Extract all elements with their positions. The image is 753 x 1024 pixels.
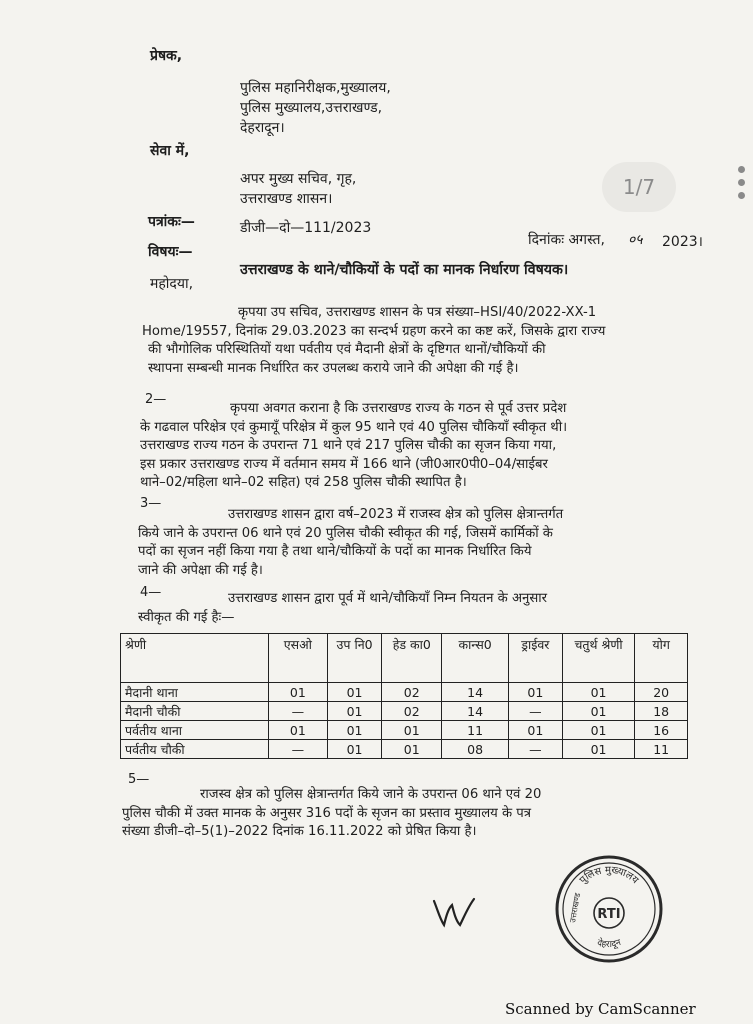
recipient-line-1: अपर मुख्य सचिव, गृह,: [240, 171, 357, 187]
table-cell: 01: [327, 683, 381, 702]
page-indicator[interactable]: 1/7: [602, 162, 676, 212]
para4-number: 4—: [140, 585, 162, 600]
para3-number: 3—: [140, 496, 162, 511]
para3-line-2: किये जाने के उपरान्त 06 थाने एवं 20 पुलिस चौकी स्वीकृत की गई, जिसमें कार्मिकों के: [138, 525, 553, 541]
para3-line-1: उत्तराखण्ड शासन द्वारा वर्ष–2023 में राजस्व क्षेत्र को पुलिस क्षेत्रान्तर्गत: [228, 507, 564, 522]
table-cell: —: [508, 740, 562, 759]
table-cell: पर्वतीय थाना: [121, 721, 269, 740]
table-cell: पर्वतीय चौकी: [121, 740, 269, 759]
date-label: दिनांकः अगस्त,: [528, 232, 605, 248]
sender-label: प्रेषक,: [150, 48, 183, 64]
para1-line-2: Home/19557, दिनांक 29.03.2023 का सन्दर्भ ग्रहण करने का कष्ट करें, जिसके द्वारा राज्य: [142, 323, 606, 339]
ref-label: पत्रांकः—: [148, 214, 195, 230]
table-cell: 01: [508, 721, 562, 740]
table-header-cell: एसओ: [268, 634, 327, 683]
table-cell: 16: [635, 721, 688, 740]
table-cell: —: [508, 702, 562, 721]
para1-line-3: की भौगोलिक परिस्थितियों यथा पर्वतीय एवं मैदानी क्षेत्रों के दृष्टिगत थानों/चौकियों की: [148, 342, 546, 358]
table-cell: 01: [327, 702, 381, 721]
table-cell: 11: [442, 721, 509, 740]
date-year: 2023।: [662, 234, 703, 250]
table-header-cell: श्रेणी: [121, 634, 269, 683]
sender-line-3: देहरादून।: [240, 120, 285, 136]
signature-mark: [430, 895, 490, 931]
seal-bottom-text: देहरादून: [595, 937, 623, 951]
sender-line-2: पुलिस मुख्यालय,उत्तराखण्ड,: [240, 100, 383, 116]
para3-line-4: जाने की अपेक्षा की गई है।: [138, 562, 263, 578]
table-cell: —: [268, 740, 327, 759]
table-cell: 01: [327, 721, 381, 740]
table-cell: 01: [562, 702, 635, 721]
table-header-cell: चतुर्थ श्रेणी: [562, 634, 635, 683]
staffing-table: [120, 633, 688, 759]
table-cell: मैदानी थाना: [121, 683, 269, 702]
table-cell: 01: [382, 740, 442, 759]
svg-text:देहरादून: [596, 936, 624, 950]
table-header-cell: हेड का0: [382, 634, 442, 683]
para1-line-4: स्थापना सम्बन्धी मानक निर्धारित कर उपलब्ध कराये जाने की अपेक्षा की गई है।: [148, 360, 519, 376]
table-header-cell: कान्स0: [442, 634, 509, 683]
recipient-line-2: उत्तराखण्ड शासन।: [240, 191, 333, 207]
table-cell: —: [268, 702, 327, 721]
paragraph-3: [138, 506, 696, 580]
table-row: [121, 683, 688, 702]
para2-line-4: इस प्रकार उत्तराखण्ड राज्य में वर्तमान समय में 166 थाने (जी0आर0पी0–04/साईबर: [140, 456, 548, 472]
rti-seal-stamp: [553, 853, 665, 965]
table-header-row: [121, 634, 688, 683]
sender-line-1: पुलिस महानिरीक्षक,मुख्यालय,: [240, 80, 391, 96]
para4-line-1: उत्तराखण्ड शासन द्वारा पूर्व में थाने/चौकियाँ निम्न नियतन के अनुसार: [228, 591, 548, 606]
table-cell: 08: [442, 740, 509, 759]
table-cell: 01: [327, 740, 381, 759]
para5-number: 5—: [128, 772, 150, 787]
para1-line-1: कृपया उप सचिव, उत्तराखण्ड शासन के पत्र संख्या–HSI/40/2022-XX-1: [238, 305, 597, 320]
para4-line-2: स्वीकृत की गई हैः—: [138, 609, 235, 625]
table-header-cell: योग: [635, 634, 688, 683]
table-header-cell: ड्राईवर: [508, 634, 562, 683]
table-cell: 01: [562, 721, 635, 740]
para2-line-3: उत्तराखण्ड राज्य गठन के उपरान्त 71 थाने एवं 217 पुलिस चौकी का सृजन किया गया,: [140, 438, 557, 454]
paragraph-2: [140, 400, 696, 493]
recipient-label: सेवा में,: [150, 143, 190, 159]
seal-center-text: RTI: [597, 907, 621, 922]
table-cell: 02: [382, 702, 442, 721]
para5-line-3: संख्या डीजी–दो–5(1)–2022 दिनांक 16.11.2022 को प्रेषित किया है।: [122, 824, 477, 840]
para3-line-3: पदों का सृजन नहीं किया गया है तथा थाने/चौकियों के पदों का मानक निर्धारित किये: [138, 544, 532, 560]
para2-line-1: कृपया अवगत कराना है कि उत्तराखण्ड राज्य के गठन से पूर्व उत्तर प्रदेश: [230, 401, 567, 416]
table-cell: 11: [635, 740, 688, 759]
table-cell: 20: [635, 683, 688, 702]
para5-line-2: पुलिस चौकी में उक्त मानक के अनुसर 316 पदों के सृजन का प्रस्ताव मुख्यालय के पत्र: [122, 805, 532, 821]
table-cell: 02: [382, 683, 442, 702]
para5-line-1: राजस्व क्षेत्र को पुलिस क्षेत्रान्तर्गत किये जाने के उपरान्त 06 थाने एवं 20: [200, 787, 542, 802]
subject-text: उत्तराखण्ड के थाने/चौकियों के पदों का मानक निर्धारण विषयक।: [240, 262, 569, 278]
paragraph-1: [142, 304, 696, 378]
table-cell: 14: [442, 683, 509, 702]
table-row: [121, 702, 688, 721]
ref-number: डीजी—दो—111/2023: [240, 220, 372, 236]
table-cell: 01: [562, 683, 635, 702]
table-row: [121, 740, 688, 759]
table-row: [121, 721, 688, 740]
para2-line-5: थाने–02/महिला थाने–02 सहित) एवं 258 पुलिस चौकी स्थापित है।: [140, 475, 467, 491]
seal-left-text: उत्तराखण्ड: [568, 892, 583, 924]
table-cell: 01: [268, 683, 327, 702]
para2-line-2: के गढवाल परिक्षेत्र एवं कुमायूँ परिक्षेत्र में कुल 95 थाने एवं 40 पुलिस चौकियाँ स्वीकृत थी।: [140, 419, 568, 435]
paragraph-5: [122, 786, 696, 842]
table-cell: 01: [382, 721, 442, 740]
table-cell: 18: [635, 702, 688, 721]
table-cell: मैदानी चौकी: [121, 702, 269, 721]
table-header-cell: उप नि0: [327, 634, 381, 683]
scanner-watermark: Scanned by CamScanner: [505, 1000, 696, 1018]
table-cell: 01: [268, 721, 327, 740]
para2-number: 2—: [145, 392, 167, 407]
table-cell: 01: [508, 683, 562, 702]
paragraph-4: [138, 590, 696, 627]
date-day: ०५: [628, 232, 643, 248]
seal-top-text: पुलिस मुख्यालय: [577, 864, 641, 887]
table-cell: 01: [562, 740, 635, 759]
table-cell: 14: [442, 702, 509, 721]
more-options-icon[interactable]: [738, 166, 748, 205]
salutation: महोदया,: [150, 276, 194, 292]
subject-label: विषयः—: [148, 244, 193, 260]
